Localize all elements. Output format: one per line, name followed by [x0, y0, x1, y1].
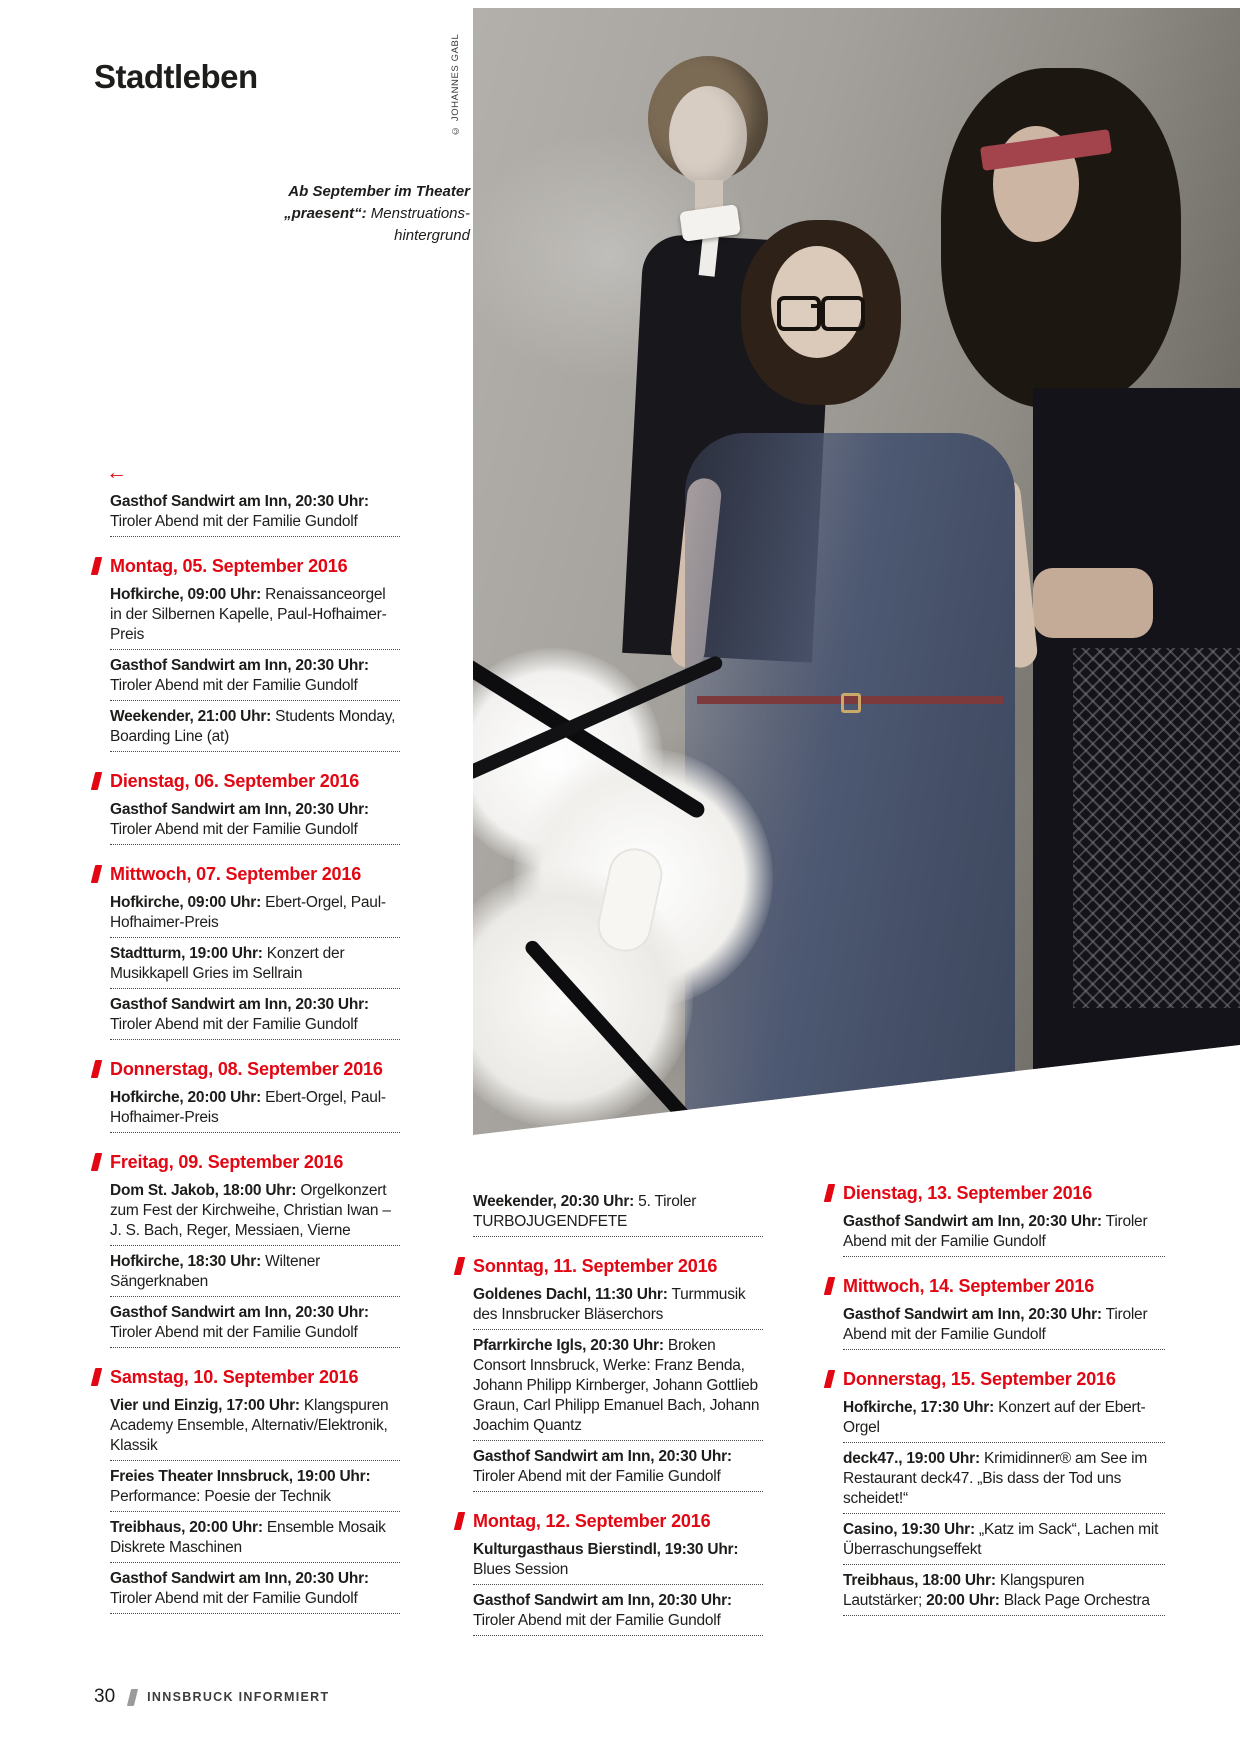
continuation-arrow-icon: ← [106, 461, 127, 484]
photo-middle-figure-buckle [841, 693, 861, 713]
event-entry: Gasthof Sandwirt am Inn, 20:30 Uhr: Tiroler Abend mit der Familie Gundolf [110, 1303, 400, 1348]
event-entry: Treibhaus, 20:00 Uhr: Ensemble Mosaik Diskrete Maschinen [110, 1518, 400, 1563]
red-slash-icon [91, 1060, 102, 1078]
red-slash-icon [91, 1153, 102, 1171]
date-header: Freitag, 09. September 2016 [110, 1151, 400, 1173]
event-entry: Gasthof Sandwirt am Inn, 20:30 Uhr: Tiroler Abend mit der Familie Gundolf [110, 492, 400, 537]
slash-icon [127, 1689, 138, 1706]
photo-left-figure-bow [679, 204, 741, 242]
event-entry: Dom St. Jakob, 18:00 Uhr: Orgelkonzert zum Fest der Kirchweihe, Christian Iwan – J. S. Bach, Reger, Messiaen, Vierne [110, 1181, 400, 1246]
theater-photo [473, 8, 1240, 1135]
event-entry: Hofkirche, 09:00 Uhr: Ebert-Orgel, Paul-Hofhaimer-Preis [110, 893, 400, 938]
photo-caption-line: hintergrund [394, 227, 470, 244]
magazine-title: INNSBRUCK INFORMIERT [147, 1690, 330, 1704]
date-header: Montag, 12. September 2016 [473, 1510, 763, 1532]
red-slash-icon [454, 1512, 465, 1530]
event-entry: Hofkirche, 17:30 Uhr: Konzert auf der Ebert-Orgel [843, 1398, 1165, 1443]
event-entry: Weekender, 21:00 Uhr: Students Monday, Boarding Line (at) [110, 707, 400, 752]
date-header: Sonntag, 11. September 2016 [473, 1255, 763, 1277]
photo-right-figure-skin [1033, 568, 1153, 638]
event-entry: Weekender, 20:30 Uhr: 5. Tiroler TURBOJUGENDFETE [473, 1192, 763, 1237]
photo-left-figure-face [669, 86, 747, 186]
date-header: Mittwoch, 07. September 2016 [110, 863, 400, 885]
event-entry: Goldenes Dachl, 11:30 Uhr: Turmmusik des Innsbrucker Bläserchors [473, 1285, 763, 1330]
page-footer [94, 1686, 329, 1708]
date-header: Montag, 05. September 2016 [110, 555, 400, 577]
event-entry: Stadtturm, 19:00 Uhr: Konzert der Musikkapell Gries im Sellrain [110, 944, 400, 989]
red-slash-icon [91, 865, 102, 883]
date-header: Mittwoch, 14. September 2016 [843, 1275, 1165, 1297]
red-slash-icon [91, 772, 102, 790]
event-entry: Gasthof Sandwirt am Inn, 20:30 Uhr: Tiroler Abend mit der Familie Gundolf [110, 1569, 400, 1614]
photo-caption-line: „praesent“: Menstruations- [284, 205, 470, 222]
red-slash-icon [91, 1368, 102, 1386]
photo-middle-figure-glasses-bridge [811, 304, 823, 308]
event-entry: Gasthof Sandwirt am Inn, 20:30 Uhr: Tiroler Abend mit der Familie Gundolf [110, 656, 400, 701]
event-entry: Treibhaus, 18:00 Uhr: Klangspuren Lautstärker; 20:00 Uhr: Black Page Orchestra [843, 1571, 1165, 1616]
event-entry: Gasthof Sandwirt am Inn, 20:30 Uhr: Tiroler Abend mit der Familie Gundolf [843, 1212, 1165, 1257]
date-header: Samstag, 10. September 2016 [110, 1366, 400, 1388]
event-entry: Kulturgasthaus Bierstindl, 19:30 Uhr: Blues Session [473, 1540, 763, 1585]
photo-middle-figure-glasses [821, 296, 865, 331]
red-slash-icon [91, 557, 102, 575]
event-entry: deck47., 19:00 Uhr: Krimidinner® am See im Restaurant deck47. „Bis dass der Tod uns scheidet!“ [843, 1449, 1165, 1514]
event-entry: Gasthof Sandwirt am Inn, 20:30 Uhr: Tiroler Abend mit der Familie Gundolf [843, 1305, 1165, 1350]
photo-caption [170, 181, 470, 247]
date-header: Dienstag, 13. September 2016 [843, 1182, 1165, 1204]
listing-column-middle [473, 1192, 763, 1642]
event-entry: Casino, 19:30 Uhr: „Katz im Sack“, Lachen mit Überraschungseffekt [843, 1520, 1165, 1565]
event-entry: Gasthof Sandwirt am Inn, 20:30 Uhr: Tiroler Abend mit der Familie Gundolf [473, 1447, 763, 1492]
red-slash-icon [824, 1277, 835, 1295]
red-slash-icon [824, 1184, 835, 1202]
photo-right-figure-fishnet [1073, 648, 1240, 1008]
event-entry: Hofkirche, 09:00 Uhr: Renaissanceorgel in der Silbernen Kapelle, Paul-Hofhaimer-Preis [110, 585, 400, 650]
photo-credit: © JOHANNES GABL [450, 33, 461, 136]
page-number: 30 [94, 1686, 116, 1707]
listing-column-right [843, 1182, 1165, 1622]
event-entry: Gasthof Sandwirt am Inn, 20:30 Uhr: Tiroler Abend mit der Familie Gundolf [110, 995, 400, 1040]
photo-middle-figure-dress [685, 433, 1015, 1135]
page-title: Stadtleben [94, 58, 258, 96]
date-header: Dienstag, 06. September 2016 [110, 770, 400, 792]
event-entry: Hofkirche, 18:30 Uhr: Wiltener Sängerknaben [110, 1252, 400, 1297]
red-slash-icon [454, 1257, 465, 1275]
photo-right-figure-hair [941, 68, 1181, 408]
photo-middle-figure-glasses [777, 296, 821, 331]
event-entry: Vier und Einzig, 17:00 Uhr: Klangspuren Academy Ensemble, Alternativ/Elektronik, Klassik [110, 1396, 400, 1461]
photo-caption-line: Ab September im Theater [288, 183, 470, 200]
event-entry: Pfarrkirche Igls, 20:30 Uhr: Broken Consort Innsbruck, Werke: Franz Benda, Johann Philipp Kirnberger, Johann Gottlieb Graun, Carl Philipp Emanuel Bach, Johann Joachim Quantz [473, 1336, 763, 1441]
event-entry: Gasthof Sandwirt am Inn, 20:30 Uhr: Tiroler Abend mit der Familie Gundolf [110, 800, 400, 845]
date-header: Donnerstag, 08. September 2016 [110, 1058, 400, 1080]
red-slash-icon [824, 1370, 835, 1388]
event-entry: Gasthof Sandwirt am Inn, 20:30 Uhr: Tiroler Abend mit der Familie Gundolf [473, 1591, 763, 1636]
event-entry: Freies Theater Innsbruck, 19:00 Uhr: Performance: Poesie der Technik [110, 1467, 400, 1512]
listing-column-left [106, 461, 400, 1620]
date-header: Donnerstag, 15. September 2016 [843, 1368, 1165, 1390]
event-entry: Hofkirche, 20:00 Uhr: Ebert-Orgel, Paul-Hofhaimer-Preis [110, 1088, 400, 1133]
